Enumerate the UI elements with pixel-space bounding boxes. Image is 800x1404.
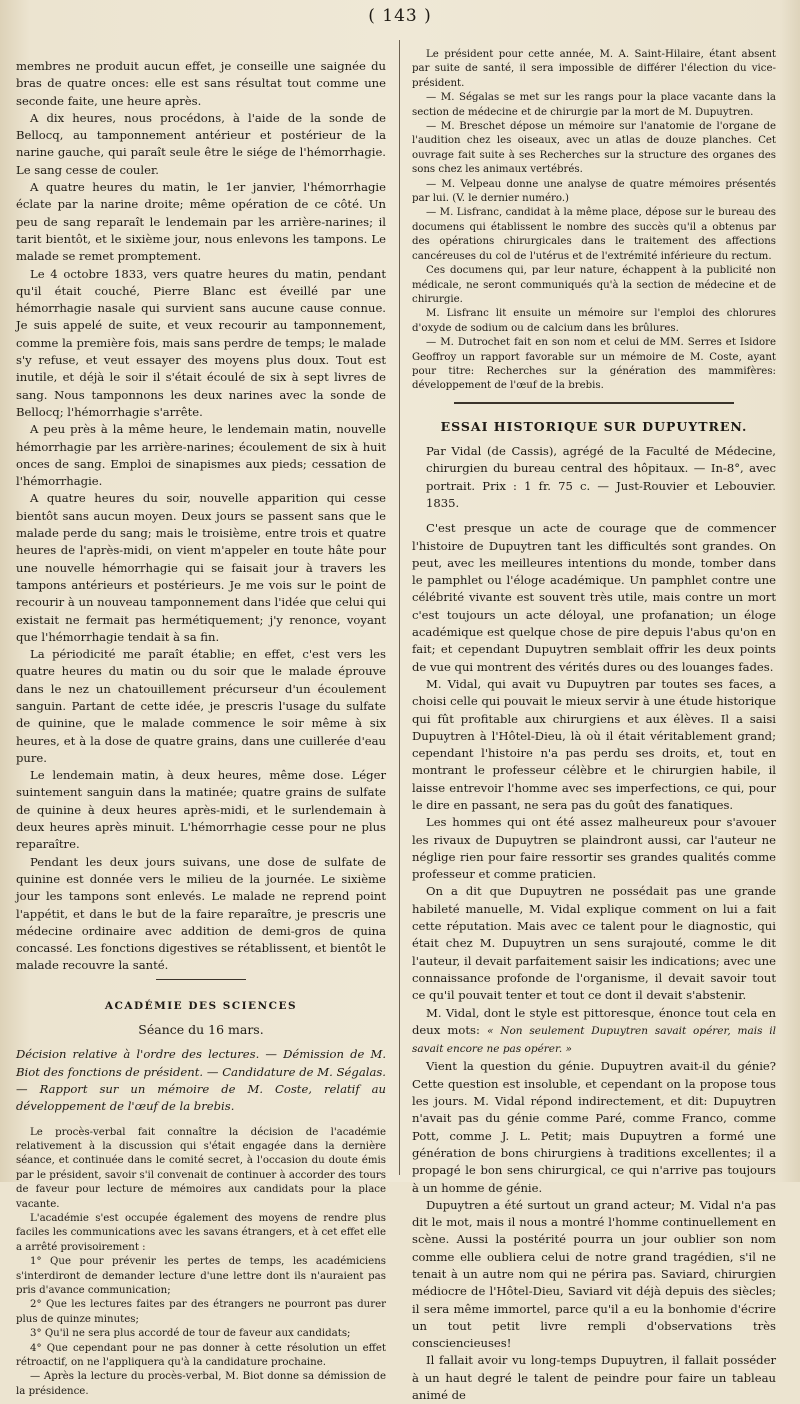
paragraph: Le lendemain matin, à deux heures, même dose. Léger suintement sanguin dans la matinée; quatre grains de sulfate de quinine à deux heures après-midi, et le surlendemain à deux heures après minuit. L'hémorrhagie cesse pour ne plus reparaître. [16, 768, 386, 852]
paragraph: C'est presque un acte de courage que de commencer l'histoire de Dupuytren tant les difficultés sont grandes. On peut, avec les meilleures intentions du monde, tomber dans le pamphlet ou l'éloge académique. Un pamphlet contre une célébrité vivante est souvent très utile, mais contre un mort c'est toujours un acte déloyal, une profanation; un éloge académique est quelque chose de pire depuis l'abus qu'on en fait; et cependant Dupuytren semblait offrir les deux points de vue qui montrent des vérités dures ou des louanges fades. [412, 521, 776, 674]
paragraph: L'académie s'est occupée également des moyens de rendre plus faciles les communications avec les savans étrangers, et à cet effet elle a arrêté provisoirement : [16, 1212, 386, 1253]
book-reference: Par Vidal (de Cassis), agrégé de la Faculté de Médecine, chirurgien du bureau central des hôpitaux. — In-8°, avec portrait. Prix : 1 fr. 75 c. — Just-Rouvier et Lebouvier. 1835. [426, 444, 776, 510]
paragraph: Le procès-verbal fait connaître la décision de l'académie relativement à la discussion qui s'était engagée dans la dernière séance, et continuée dans le comité secret, à l'occasion du doute émis par le président, savoir s'il convenait de continuer à accorder des tours de faveur pour lecture de mémoires aux candidats pour la place vacante. [16, 1126, 386, 1210]
column-divider [399, 40, 400, 1175]
page-number: ( 143 ) [368, 6, 432, 26]
paragraph: M. Vidal, qui avait vu Dupuytren par toutes ses faces, a choisi celle qui pouvait le mieux servir à une étude historique qui fût profitable aux chirurgiens et aux élèves. Il a saisi Dupuytren à l'Hôtel-Dieu, là où il était véritablement grand; cependant l'histoire n'a pas perdu ses droits, et, tout en montrant le professeur célèbre et le chirurgien habile, il laisse entrevoir l'homme avec ses imperfections, ce qui, pour le dire en passant, ne sera pas du goût des fanatiques. [412, 676, 776, 812]
paragraph: A quatre heures du matin, le 1er janvier, l'hémorrhagie éclate par la narine droite; même opération de ce côté. Un peu de sang reparaît le lendemain par les arrière-narines; il tarit bientôt, et le sixième jour, nous enlevons les tampons. Le malade se remet promptement. [16, 180, 386, 264]
quotation: « Non seulement Dupuytren savait opérer, mais il savait encore ne pas opérer. » [412, 1024, 776, 1056]
paragraph: A peu près à la même heure, le lendemain matin, nouvelle hémorrhagie par les arrière-narines; écoulement de six à huit onces de sang. Emploi de sinapismes aux pieds; cessation de l'hémorrhagie. [16, 422, 386, 489]
paragraph: — M. Lisfranc, candidat à la même place, dépose sur le bureau des documens qui établissent le nombre des succès qu'il a obtenus par des opérations chirurgicales dans le traitement des affections cancéreuses du col de l'utérus et de l'extrémité inférieure du rectum. [412, 207, 776, 262]
seance-date: Séance du 16 mars. [138, 1022, 264, 1038]
academie-heading: ACADÉMIE DES SCIENCES [104, 999, 298, 1012]
paragraph: M. Lisfranc lit ensuite un mémoire sur l'emploi des chlorures d'oxyde de sodium ou de calcium dans les brûlures. [412, 308, 776, 334]
paragraph: Ces documens qui, par leur nature, échappent à la publicité non médicale, ne seront communiqués qu'à la section de médecine et de chirurgie. [412, 265, 776, 305]
paragraph: A quatre heures du soir, nouvelle apparition qui cesse bientôt sans aucun moyen. Deux jours se passent sans que le malade perde du sang; mais le troisième, entre trois et quatre heures de l'après-midi, on vient m'appeler en toute hâte pour une nouvelle hémorrhagie qui se faisait jour à travers les tampons antérieurs et postérieurs. Je me vois sur le point de recourir à un nouveau tamponnement dans l'idée que celui qui existait ne fermait pas hermétiquement; j'y renonce, voyant que l'hémorrhagie tendait à sa fin. [16, 491, 386, 644]
paragraph: — Après la lecture du procès-verbal, M. Biot donne sa démission de la présidence. [16, 1371, 386, 1397]
list-item: 2° Que les lectures faites par des étrangers ne pourront pas durer plus de quinze minutes; [16, 1299, 386, 1325]
paragraph: — M. Breschet dépose un mémoire sur l'anatomie de l'organe de l'audition chez les oiseaux, avec un atlas de douze planches. Cet ouvrage fait suite à ses Recherches sur la structure des organes des sons chez les animaux vertébrés. [412, 121, 776, 176]
paragraph: — M. Ségalas se met sur les rangs pour la place vacante dans la section de médecine et de chirurgie par la mort de M. Dupuytren. [412, 92, 776, 118]
academie-report [16, 1126, 386, 1400]
paragraph: La périodicité me paraît établie; en effet, c'est vers les quatre heures du matin ou du soir que le malade éprouve dans le nez un chatouillement précurseur d'un écoulement sanguin. Partant de cette idée, je prescris l'usage du sulfate de quinine, que le malade commence le soir même à six heures, et à la dose de quatre grains, dans une cuillerée d'eau pure. [16, 647, 386, 765]
paragraph: Pendant les deux jours suivans, une dose de sulfate de quinine est donnée vers le milieu de la journée. Le sixième jour les tampons sont enlevés. Le malade ne reprend point l'appétit, et dans le but de la faire reparaître, je prescris une médecine ordinaire avec addition de demi-gros de quina concassé. Les fonctions digestives se rétablissent, et bientôt le malade recouvre la santé. [16, 854, 386, 973]
list-item: 1° Que pour prévenir les pertes de temps, les académiciens s'interdiront de demander lecture d'une lettre dont ils n'auraient pas pris d'avance communication; [16, 1256, 386, 1296]
section-rule [156, 979, 246, 980]
paragraph: membres ne produit aucun effet, je conseille une saignée du bras de quatre onces: elle est sans résultat tout comme une seconde faite, une heure après. [16, 59, 386, 108]
right-column [412, 48, 776, 1404]
paragraph: Il fallait avoir vu long-temps Dupuytren, il fallait posséder à un haut degré le talent de peindre pour faire un tableau animé de [412, 1353, 776, 1403]
paragraph: Dupuytren a été surtout un grand acteur; M. Vidal n'a pas dit le mot, mais il nous a montré l'homme continuellement en scène. Aussi la postérité pourra un jour oublier son nom comme elle oubliera celui de notre grand tragédien, s'il ne tenait à un autre nom qui ne périra pas. Saviard, chirurgien médiocre de l'Hôtel-Dieu, Saviard vit déjà depuis des siècles; il sera même immortel, parce qu'il a eu la bonhomie d'écrire un tout petit livre rempli d'observations très consciencieuses! [412, 1197, 776, 1351]
paragraph: Vient la question du génie. Dupuytren avait-il du génie? Cette question est insoluble, et cependant on la propose tous les jours. M. Vidal répond indirectement, et dit: Dupuytren n'avait pas du génie comme Paré, comme Franco, comme Pott, comme J. L. Petit; mais Dupuytren a formé une génération de bons chirurgiens à traditions excellentes; il a propagé le bon sens chirurgical, ce qui n'arrive pas toujours à un homme de génie. [412, 1059, 776, 1195]
list-item: 3° Qu'il ne sera plus accordé de tour de faveur aux candidats; [30, 1328, 351, 1340]
paragraph: A dix heures, nous procédons, à l'aide de la sonde de Bellocq, au tamponnement antérieur et postérieur de la narine gauche, qui paraît seule être le siége de l'hémorrhagie. Le sang cesse de couler. [16, 110, 386, 177]
essai-heading: ESSAI HISTORIQUE SUR DUPUYTREN. [440, 418, 748, 434]
section-rule [454, 402, 734, 404]
academie-report-continued [412, 48, 776, 394]
paragraph-text: M. Vidal, dont le style est pittoresque, énonce tout cela en deux mots: [412, 1005, 776, 1037]
paragraph: On a dit que Dupuytren ne possédait pas une grande habileté manuelle, M. Vidal explique comment on lui a fait cette réputation. Mais avec ce talent pour le diagnostic, qui était chez M. Dupuytren un sens surajouté, comme le dit l'auteur, il devait parfaitement saisir les indications; avec une connaissance profonde de l'organisme, il devait savoir tout ce qu'il pouvait tenter et tout ce dont il devait s'abstenir. [412, 884, 776, 1003]
paragraph: Le 4 octobre 1833, vers quatre heures du matin, pendant qu'il était couché, Pierre Blanc est éveillé par une hémorrhagie nasale qui survient sans aucune cause connue. Je suis appelé de suite, et veux recourir au tamponnement, comme la première fois, mais sans perdre de temps; le malade s'y refuse, et veut essayer des moyens plus doux. Tout est inutile, et déjà le soir il s'était écoulé de six à sept livres de sang. Nous tamponnons les deux narines avec la sonde de Bellocq; l'hémorrhagie s'arrête. [16, 266, 386, 419]
list-item: 4° Que cependant pour ne pas donner à cette résolution un effet rétroactif, on ne l'appliquera qu'à la candidature prochaine. [16, 1342, 386, 1369]
paragraph: Les hommes qui ont été assez malheureux pour s'avouer les rivaux de Dupuytren se plaindront aussi, car l'auteur ne néglige rien pour faire ressortir ses grandes qualités comme professeur et comme praticien. [412, 815, 776, 882]
paragraph: — M. Dutrochet fait en son nom et celui de MM. Serres et Isidore Geoffroy un rapport favorable sur un mémoire de M. Coste, ayant pour titre: Recherches sur la génération des mammifères: développement de l'œuf de la brebis. [412, 337, 776, 392]
paragraph: Le président pour cette année, M. A. Saint-Hilaire, étant absent par suite de santé, il sera impossible de différer l'élection du vice-président. [412, 49, 776, 89]
session-summary: Décision relative à l'ordre des lectures. — Démission de M. Biot des fonctions de président. — Candidature de M. Ségalas. — Rapport sur un mémoire de M. Coste, relatif au développement de l'œuf de la brebis. [16, 1047, 386, 1114]
paragraph [412, 1005, 776, 1059]
paragraph: — M. Velpeau donne une analyse de quatre mémoires présentés par lui. (V. le dernier numéro.) [412, 178, 776, 205]
left-column [16, 58, 386, 1399]
